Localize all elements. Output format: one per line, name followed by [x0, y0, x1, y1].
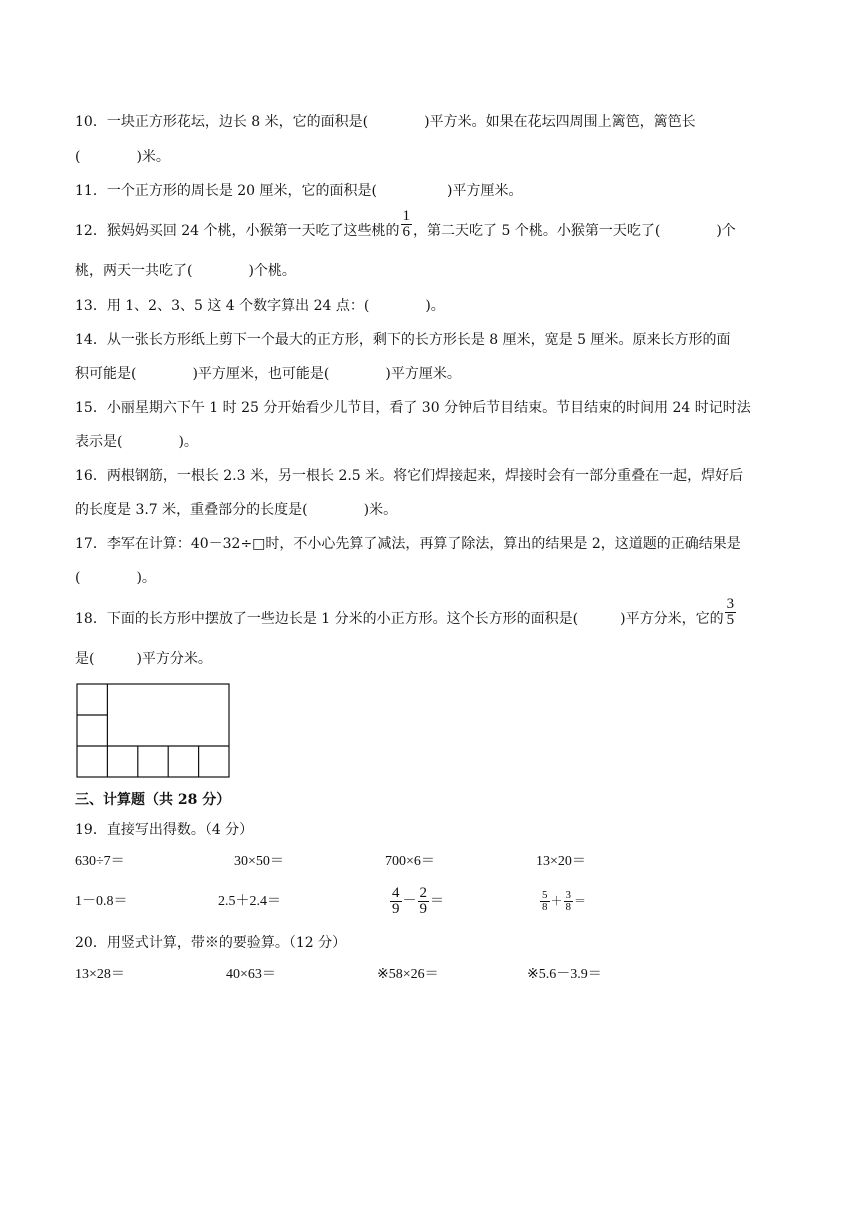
answer-blank[interactable] [136, 366, 192, 382]
question-number: 11． [75, 183, 107, 199]
fraction-three-fifths [725, 597, 737, 628]
question-text: 的长度是 3.7 米，重叠部分的长度是( [75, 502, 308, 518]
question-text: )平方厘米。 [385, 366, 461, 382]
question-text: )平方米。如果在花坛四周围上篱笆，篱笆长 [424, 114, 696, 130]
bracket-text: ( [75, 149, 81, 165]
question-number: 15． [75, 400, 107, 416]
calc-item: 30×50＝ [234, 854, 284, 869]
fraction-denominator: 9 [419, 900, 427, 917]
question-text: )平方厘米。 [447, 183, 523, 199]
question-text: 用竖式计算，带※的要验算。（12 分） [106, 935, 347, 951]
outer-rectangle [77, 684, 229, 777]
fraction-numerator: 2 [419, 884, 427, 901]
question-text: )。 [136, 570, 156, 586]
question-number: 16． [75, 468, 107, 484]
vertical-calc-item: ※58×26＝ [377, 967, 439, 982]
question-15-line-1 [75, 398, 751, 418]
question-15-line-2 [75, 432, 198, 452]
operator: ＋ [550, 894, 563, 908]
vertical-calc-item: 40×63＝ [226, 967, 276, 982]
question-text: 直接写出得数。（4 分） [106, 822, 254, 838]
fraction-denominator: 9 [392, 900, 400, 917]
question-16-line-1 [75, 466, 743, 486]
question-number: 17． [75, 536, 107, 552]
section-3-title: 三、计算题（共 28 分） [75, 792, 231, 808]
question-number: 14． [75, 332, 107, 348]
question-number: 18． [75, 611, 107, 627]
question-10-line-2 [75, 147, 170, 167]
question-text: )米。 [136, 149, 170, 165]
calc-item-fraction-subtract [389, 881, 444, 921]
question-text: ，第二天吃了 5 个桃。小猴第一天吃了( [413, 223, 661, 239]
question-text: )。 [425, 298, 445, 314]
calc-item: 1－0.8＝ [75, 894, 128, 909]
answer-blank[interactable] [329, 366, 385, 382]
fraction-denominator: 8 [565, 901, 572, 913]
question-number: 19． [75, 822, 107, 838]
fraction-numerator: 4 [392, 884, 400, 901]
question-text: )平方分米。 [136, 651, 212, 667]
question-20-title [75, 933, 346, 953]
question-text: 从一张长方形纸上剪下一个最大的正方形，剩下的长方形长是 8 厘米，宽是 5 厘米。原来长方形的面 [106, 332, 731, 348]
fraction-numerator: 1 [402, 207, 411, 224]
question-text: )平方分米，它的 [620, 611, 724, 627]
calc-item: 13×20＝ [536, 854, 586, 869]
question-14-line-1 [75, 330, 730, 350]
answer-blank[interactable] [80, 570, 136, 586]
question-text: )个 [716, 223, 736, 239]
question-number: 12． [75, 223, 107, 239]
question-text: 猴妈妈买回 24 个桃，小猴第一天吃了这些桃的 [106, 223, 400, 239]
operator: － [402, 893, 417, 909]
question-13 [75, 296, 445, 316]
vertical-calc-item: 13×28＝ [75, 967, 125, 982]
answer-blank[interactable] [369, 298, 425, 314]
equals-sign: ＝ [430, 893, 444, 909]
bracket-text: ( [75, 570, 81, 586]
fraction-one-sixth [401, 209, 413, 240]
question-text: 表示是( [75, 434, 123, 450]
fraction [564, 890, 574, 913]
question-number: 10． [75, 114, 107, 130]
question-text: 是( [75, 651, 95, 667]
question-text: 一个正方形的周长是 20 厘米，它的面积是( [106, 183, 378, 199]
equals-sign: ＝ [574, 894, 587, 908]
question-text: 桃，两天一共吃了( [75, 263, 193, 279]
question-14-line-2 [75, 364, 461, 384]
question-11 [75, 181, 522, 201]
answer-blank[interactable] [122, 434, 178, 450]
question-18-line-2 [75, 649, 212, 669]
answer-blank[interactable] [660, 223, 716, 239]
question-17-line-1 [75, 534, 741, 554]
calc-item: 630÷7＝ [75, 854, 125, 869]
fraction [418, 886, 430, 917]
calc-item-fraction-add [539, 883, 586, 919]
fraction-numerator: 5 [542, 889, 548, 901]
calc-item: 2.5＋2.4＝ [218, 894, 281, 909]
fraction-numerator: 3 [565, 889, 572, 901]
question-19-title [75, 820, 253, 840]
question-16-line-2 [75, 500, 397, 520]
answer-blank[interactable] [94, 651, 136, 667]
question-number: 20． [75, 935, 107, 951]
answer-blank[interactable] [192, 263, 248, 279]
question-12-line-1 [75, 207, 736, 245]
fraction-numerator: 3 [726, 595, 735, 612]
fraction [540, 890, 550, 913]
question-text: 两根钢筋，一根长 2.3 米，另一根长 2.5 米。将它们焊接起来，焊接时会有一部分重叠在一起，焊好后 [106, 468, 744, 484]
question-12-line-2 [75, 261, 296, 281]
question-text: 李军在计算：40－32÷□时，不小心先算了减法，再算了除法，算出的结果是 2，这道题的正确结果是 [106, 536, 741, 552]
question-text: )。 [178, 434, 198, 450]
question-text: 积可能是( [75, 366, 137, 382]
question-number: 13． [75, 298, 107, 314]
fraction-denominator: 8 [542, 901, 548, 913]
question-text: 小丽星期六下午 1 时 25 分开始看少儿节目，看了 30 分钟后节目结束。节目结束的时间用 24 时记时法 [106, 400, 751, 416]
answer-blank[interactable] [578, 611, 620, 627]
question-text: 一块正方形花坛，边长 8 米，它的面积是( [106, 114, 369, 130]
vertical-calc-item: ※5.6－3.9＝ [527, 967, 602, 982]
answer-blank[interactable] [377, 183, 447, 199]
question-18-line-1 [75, 595, 737, 633]
fraction-denominator: 5 [726, 611, 735, 628]
question-text: )个桃。 [248, 263, 296, 279]
question-17-line-2 [75, 568, 156, 588]
question-text: 下面的长方形中摆放了一些边长是 1 分米的小正方形。这个长方形的面积是( [106, 611, 579, 627]
calc-item: 700×6＝ [385, 854, 435, 869]
rectangle-grid-figure [76, 683, 232, 781]
question-10-line-1 [75, 112, 696, 132]
question-text: )平方厘米，也可能是( [192, 366, 330, 382]
answer-blank[interactable] [368, 114, 424, 130]
question-text: )米。 [363, 502, 398, 518]
fraction-denominator: 6 [402, 223, 411, 240]
question-text: 用 1、2、3、5 这 4 个数字算出 24 点：( [106, 298, 370, 314]
answer-blank[interactable] [308, 502, 364, 518]
fraction [390, 886, 402, 917]
answer-blank[interactable] [80, 149, 136, 165]
